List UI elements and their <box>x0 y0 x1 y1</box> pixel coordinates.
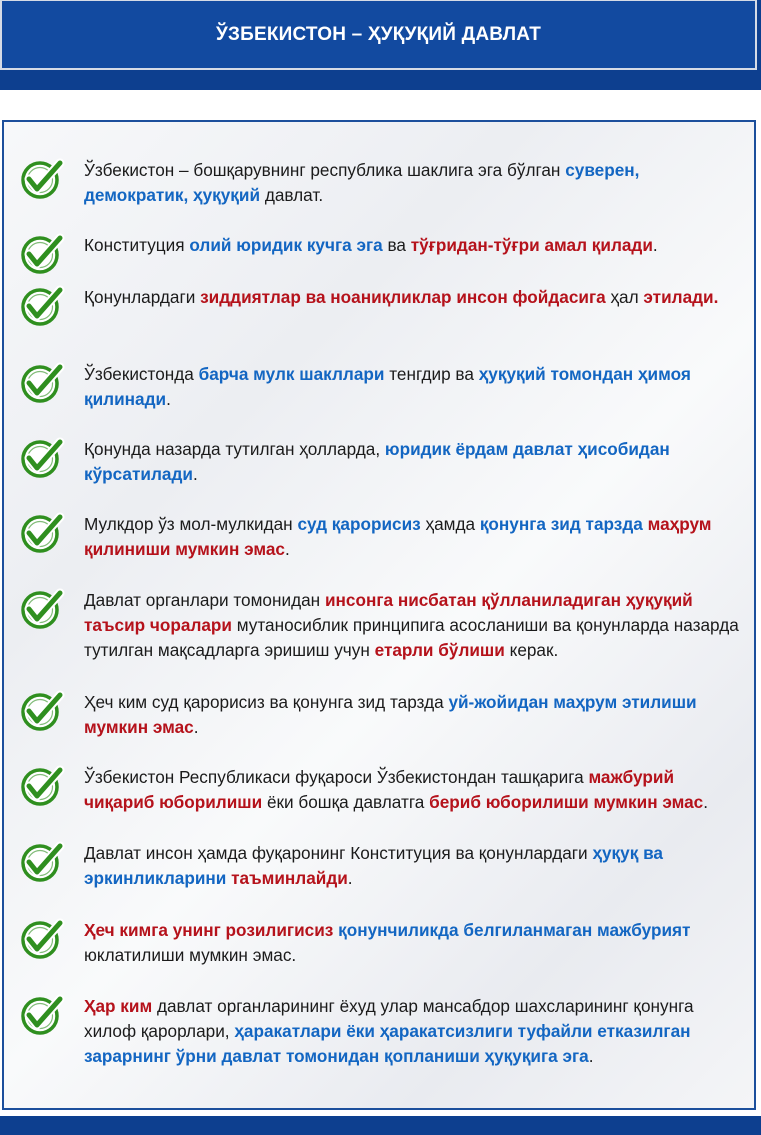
highlight-segment: ҳуқуқ ва эркинликларини <box>84 843 663 888</box>
item-text <box>84 233 744 258</box>
highlight-segment: суд қарорисиз <box>297 514 421 534</box>
check-icon <box>20 994 66 1036</box>
highlight-segment: зиддиятлар ва ноаниқликлар инсон фойдасига <box>200 287 606 307</box>
highlight-segment: барча мулк шакллари <box>198 364 385 384</box>
item-text <box>84 690 744 740</box>
highlight-segment: етарли бўлиши <box>374 640 505 660</box>
highlight-segment: мумкин эмас <box>84 717 194 737</box>
text-segment: . <box>193 717 199 737</box>
highlight-segment: суверен, демократик, ҳуқуқий <box>84 160 640 205</box>
highlight-segment: ҳаракатлари ёки ҳаракатсизлиги туфайли етказилган зарарнинг ўрни давлат томонидан қопланиши ҳуқуқига эга <box>84 1021 691 1066</box>
text-segment: Ўзбекистон Республикаси фуқароси Ўзбекистондан ташқарига <box>84 767 589 787</box>
text-segment: давлат органларининг ёхуд улар мансабдор шахсларининг қонунга хилоф қарорлари, <box>84 996 694 1041</box>
check-icon <box>20 690 66 732</box>
item-text <box>84 765 744 815</box>
check-icon <box>20 285 66 327</box>
check-icon <box>20 512 66 554</box>
text-segment: Ҳеч ким суд қарорисиз ва қонунга зид тарзда <box>84 692 449 712</box>
text-segment: . <box>588 1046 594 1066</box>
highlight-segment: юридик ёрдам давлат ҳисобидан кўрсатилади <box>84 439 670 484</box>
footer-band <box>0 1116 761 1135</box>
highlight-segment: этилади. <box>643 287 719 307</box>
text-segment: . <box>347 868 353 888</box>
text-segment: Қонунда назарда тутилган ҳолларда, <box>84 439 385 459</box>
highlight-segment: мажбурий чиқариб юборилиши <box>84 767 675 812</box>
text-segment: юклатилиши мумкин эмас. <box>84 945 297 965</box>
item-text <box>84 285 744 310</box>
text-segment: . <box>703 792 709 812</box>
text-segment: керак. <box>504 640 559 660</box>
check-icon <box>20 588 66 630</box>
highlight-segment: уй-жойидан маҳрум этилиши <box>448 692 697 712</box>
highlight-segment: таъминлайди <box>231 868 348 888</box>
text-segment: Ўзбекистон – бошқарувнинг республика шаклига эга бўлган <box>84 160 566 180</box>
check-icon <box>20 765 66 807</box>
text-segment: Қонунлардаги <box>84 287 201 307</box>
text-segment: Мулкдор ўз мол-мулкидан <box>84 514 298 534</box>
highlight-segment: маҳрум қилиниши мумкин эмас <box>84 514 712 559</box>
text-segment: ҳал <box>605 287 644 307</box>
page-title: ЎЗБЕКИСТОН – ҲУҚУҚИЙ ДАВЛАТ <box>215 23 542 45</box>
text-segment: ва <box>382 235 411 255</box>
highlight-segment: бериб юборилиши мумкин эмас <box>429 792 704 812</box>
item-text <box>84 841 744 891</box>
text-segment: . <box>166 389 171 409</box>
item-text <box>84 994 744 1069</box>
item-text <box>84 588 744 663</box>
highlight-segment: Ҳар ким <box>84 996 153 1016</box>
highlight-segment: тўғридан-тўғри амал қилади <box>410 235 653 255</box>
text-segment: мутаносиблик принципига асосланиши ва қонунларда назарда тутилган мақсадларга эришиш учун <box>84 615 739 660</box>
text-segment: Давлат инсон ҳамда фуқаронинг Конституция ва қонунлардаги <box>84 843 593 863</box>
highlight-segment: қонунчиликда белгиланмаган мажбурият <box>338 920 691 940</box>
item-text <box>84 918 744 968</box>
check-icon <box>20 158 66 200</box>
check-icon <box>20 362 66 404</box>
check-icon <box>20 437 66 479</box>
item-text <box>84 512 744 562</box>
highlight-segment: қонунга зид тарзда <box>479 514 643 534</box>
header-band <box>0 0 761 90</box>
item-text <box>84 437 744 487</box>
text-segment: давлат. <box>260 185 324 205</box>
highlight-segment: инсонга нисбатан қўлланиладиган ҳуқуқий таъсир чоралари <box>84 590 693 635</box>
text-segment: ёки бошқа давлатга <box>262 792 430 812</box>
text-segment: . <box>285 539 290 559</box>
text-segment: Давлат органлари томонидан <box>84 590 325 610</box>
header-box <box>0 0 757 70</box>
check-icon <box>20 233 66 275</box>
text-segment: . <box>652 235 658 255</box>
highlight-segment: ҳуқуқий томондан ҳимоя қилинади <box>84 364 691 409</box>
text-segment: тенгдир ва <box>384 364 479 384</box>
item-text <box>84 362 744 412</box>
text-segment: Ўзбекистонда <box>84 364 199 384</box>
text-segment: . <box>192 464 198 484</box>
check-icon <box>20 918 66 960</box>
highlight-segment: Ҳеч кимга унинг розилигисиз <box>84 920 334 940</box>
text-segment: ҳамда <box>420 514 480 534</box>
highlight-segment: олий юридик кучга эга <box>189 235 383 255</box>
item-text <box>84 158 744 208</box>
text-segment: Конституция <box>84 235 190 255</box>
check-icon <box>20 841 66 883</box>
